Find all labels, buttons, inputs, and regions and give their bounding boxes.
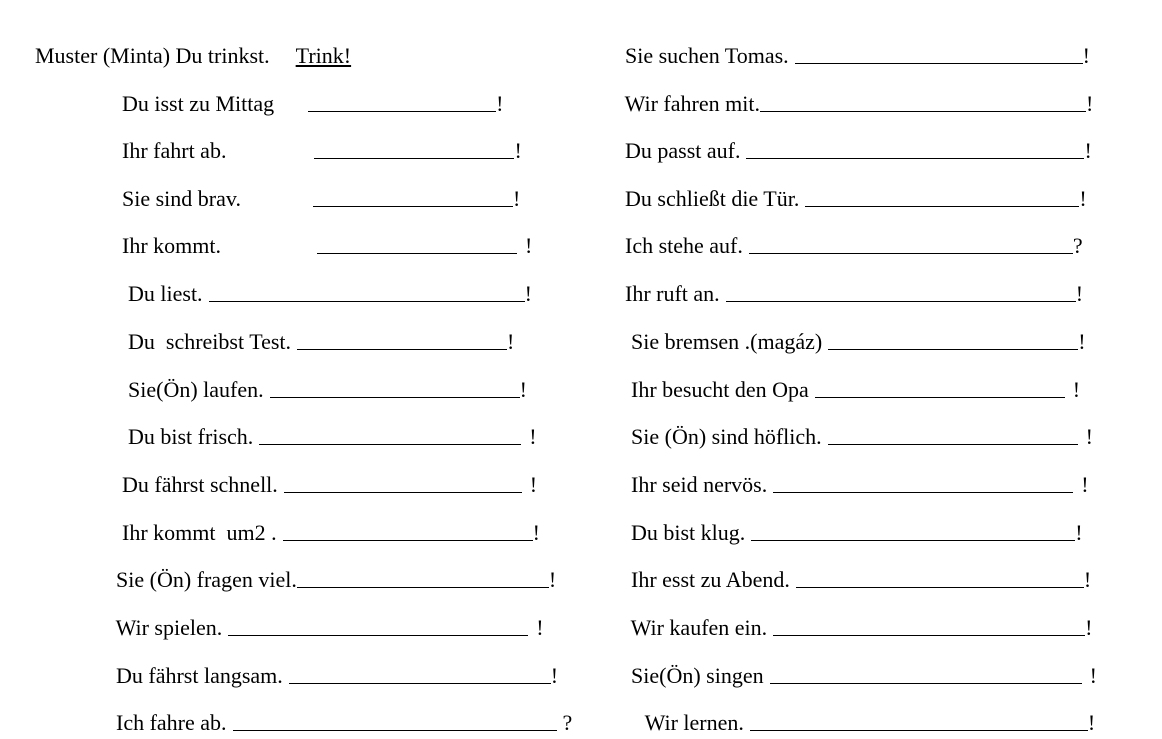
exercise-prompt: Du passt auf. [625,138,741,163]
end-punctuation: ! [529,424,537,449]
end-punctuation: ! [512,186,521,211]
exercise-prompt: Du schließt die Tür. [625,186,800,211]
exercise-prompt: Wir kaufen ein. [630,615,768,640]
left-exercise-13 [105,628,559,688]
right-exercise-5 [614,198,1083,258]
end-punctuation: ! [1072,377,1081,402]
left-exercise-9 [111,437,538,497]
example-answer: Trink! [295,43,352,68]
left-exercise-5 [117,246,532,306]
right-exercise-3 [614,103,1092,163]
end-punctuation: ! [1075,520,1083,545]
right-exercise-8 [620,342,1081,402]
end-punctuation: ! [529,472,538,497]
end-punctuation: ! [1083,567,1092,592]
end-punctuation: ! [1085,424,1093,449]
right-exercise-15 [634,675,1096,735]
exercise-prompt: Du fährst schnell. [122,472,278,497]
exercise-prompt: Du schreibst Test. [128,329,292,354]
exercise-prompt: Sie (Ön) sind höflich. [631,424,822,449]
right-exercise-1 [614,8,1090,68]
right-exercise-13 [620,580,1093,640]
answer-blank[interactable] [750,707,1088,739]
exercise-prompt: Ihr kommt um2 . [122,520,277,545]
end-punctuation: ! [536,615,544,640]
end-punctuation: ! [1078,329,1086,354]
exercise-prompt: Ich stehe auf. [625,233,743,258]
exercise-prompt: Du bist frisch. [128,424,254,449]
exercise-prompt: Wir lernen. [644,710,744,735]
right-exercise-14 [620,628,1097,688]
end-punctuation: ! [1085,91,1094,116]
right-exercise-2 [614,56,1094,116]
exercise-prompt: Du liest. [128,281,203,306]
exercise-prompt: Ich fahre ab. [116,710,227,735]
end-punctuation: ! [525,233,533,258]
exercise-prompt: Du bist klug. [631,520,746,545]
end-punctuation: ! [507,329,515,354]
exercise-prompt: Sie (Ön) fragen viel. [116,567,297,592]
left-exercise-2 [111,103,522,163]
right-exercise-11 [620,485,1083,545]
left-exercise-6 [117,294,515,354]
left-exercise-8 [117,389,537,449]
right-exercise-6 [614,246,1084,306]
end-punctuation: ! [519,377,527,402]
end-punctuation: ! [1085,615,1093,640]
end-punctuation: ! [1081,472,1089,497]
end-punctuation: ! [524,281,532,306]
left-exercise-12 [105,580,544,640]
example-line [24,8,352,68]
exercise-prompt: Du isst zu Mittag [122,91,275,116]
end-punctuation: ! [496,91,504,116]
right-exercise-7 [620,294,1086,354]
exercise-prompt: Ihr fahrt ab. [122,138,227,163]
left-exercise-11 [105,532,557,592]
exercise-prompt: Ihr ruft an. [625,281,720,306]
exercise-prompt: Sie suchen Tomas. [625,43,789,68]
end-punctuation: ! [1089,663,1097,688]
right-exercise-12 [620,532,1092,592]
exercise-prompt: Sie sind brav. [122,186,241,211]
end-punctuation: ! [1087,710,1096,735]
left-exercise-3 [111,151,521,211]
end-punctuation: ! [514,138,522,163]
end-punctuation: ! [532,520,540,545]
end-punctuation: ! [1079,186,1087,211]
exercise-prompt: Wir fahren mit. [624,91,760,116]
end-punctuation: ? [562,710,573,735]
end-punctuation: ! [550,663,559,688]
exercise-prompt: Wir spielen. [115,615,223,640]
left-exercise-7 [117,342,527,402]
exercise-prompt: Sie(Ön) singen [631,663,764,688]
exercise-prompt: Du fährst langsam. [116,663,283,688]
right-exercise-10 [620,437,1089,497]
end-punctuation: ! [1075,281,1084,306]
exercise-prompt: Sie bremsen .(magáz) [631,329,823,354]
exercise-prompt: Ihr besucht den Opa [631,377,809,402]
end-punctuation: ? [1072,233,1083,258]
answer-blank[interactable] [233,707,557,739]
example-prompt: Muster (Minta) Du trinkst. [35,43,270,68]
left-exercise-10 [111,485,540,545]
left-exercise-1 [111,56,504,116]
left-exercise-14 [105,675,573,735]
left-exercise-4 [111,198,533,258]
exercise-prompt: Ihr esst zu Abend. [631,567,790,592]
exercise-prompt: Ihr seid nervös. [631,472,768,497]
end-punctuation: ! [1082,43,1090,68]
right-exercise-4 [614,151,1087,211]
end-punctuation: ! [1084,138,1092,163]
end-punctuation: ! [548,567,557,592]
right-exercise-9 [620,389,1093,449]
exercise-prompt: Ihr kommt. [122,233,221,258]
exercise-prompt: Sie(Ön) laufen. [128,377,264,402]
